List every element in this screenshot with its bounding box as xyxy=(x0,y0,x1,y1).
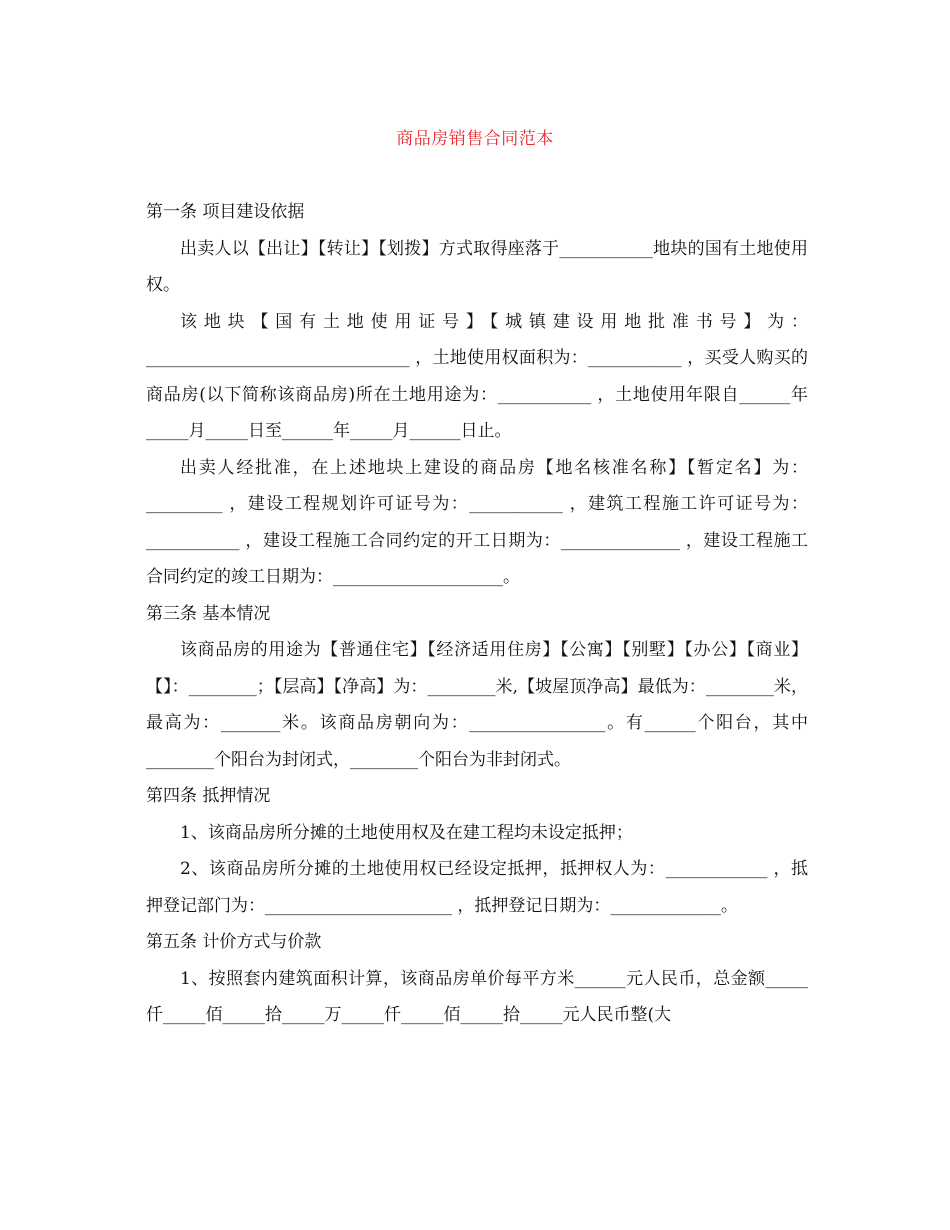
paragraph: 1、按照套内建筑面积计算，该商品房单价每平方米______元人民币，总金额_____仟_____佰_____拾_____万_____仟_____佰_____拾_____元人民币整(大 xyxy=(146,968,808,1025)
article-heading: 第五条 计价方式与价款 xyxy=(146,932,322,952)
paragraph: 该地块【国有土地使用证号】【城镇建设用地批准书号】为：_______________________________ ，土地使用权面积为：___________ ，买受人购买的商品房(以下简称该商品房)所在土地用途为：___________ ，土地使用年限自______年_____月_____日至______年_____月______日止。 xyxy=(146,311,808,441)
document-title: 商品房销售合同范本 xyxy=(396,129,554,149)
paragraph: 出卖人经批准，在上述地块上建设的商品房【地名核准名称】【暂定名】为：_________ ，建设工程规划许可证号为：___________ ，建筑工程施工许可证号为：___________ ，建设工程施工合同约定的开工日期为：______________ ，建设工程施工合同约定的竣工日期为：____________________。 xyxy=(146,457,808,587)
paragraph: 出卖人以【出让】【转让】【划拨】方式取得座落于___________地块的国有土地使用权。 xyxy=(146,238,808,295)
document-body xyxy=(146,194,808,1034)
article-heading: 第四条 抵押情况 xyxy=(146,786,271,806)
paragraph: 该商品房的用途为【普通住宅】【经济适用住房】【公寓】【别墅】【办公】【商业】【】：________；【层高】【净高】为：________米,【坡屋顶净高】最低为：________米，最高为：_______米。该商品房朝向为：________________。有______个阳台，其中________个阳台为封闭式，________个阳台为非封闭式。 xyxy=(146,640,808,770)
article-heading: 第三条 基本情况 xyxy=(146,603,271,624)
article-heading: 第一条 项目建设依据 xyxy=(146,202,305,222)
paragraph: 2、该商品房所分摊的土地使用权已经设定抵押，抵押权人为：____________ ，抵押登记部门为：______________________ ，抵押登记日期为：_____________。 xyxy=(146,859,808,916)
paragraph: 1、该商品房所分摊的土地使用权及在建工程均未设定抵押； xyxy=(180,822,633,843)
